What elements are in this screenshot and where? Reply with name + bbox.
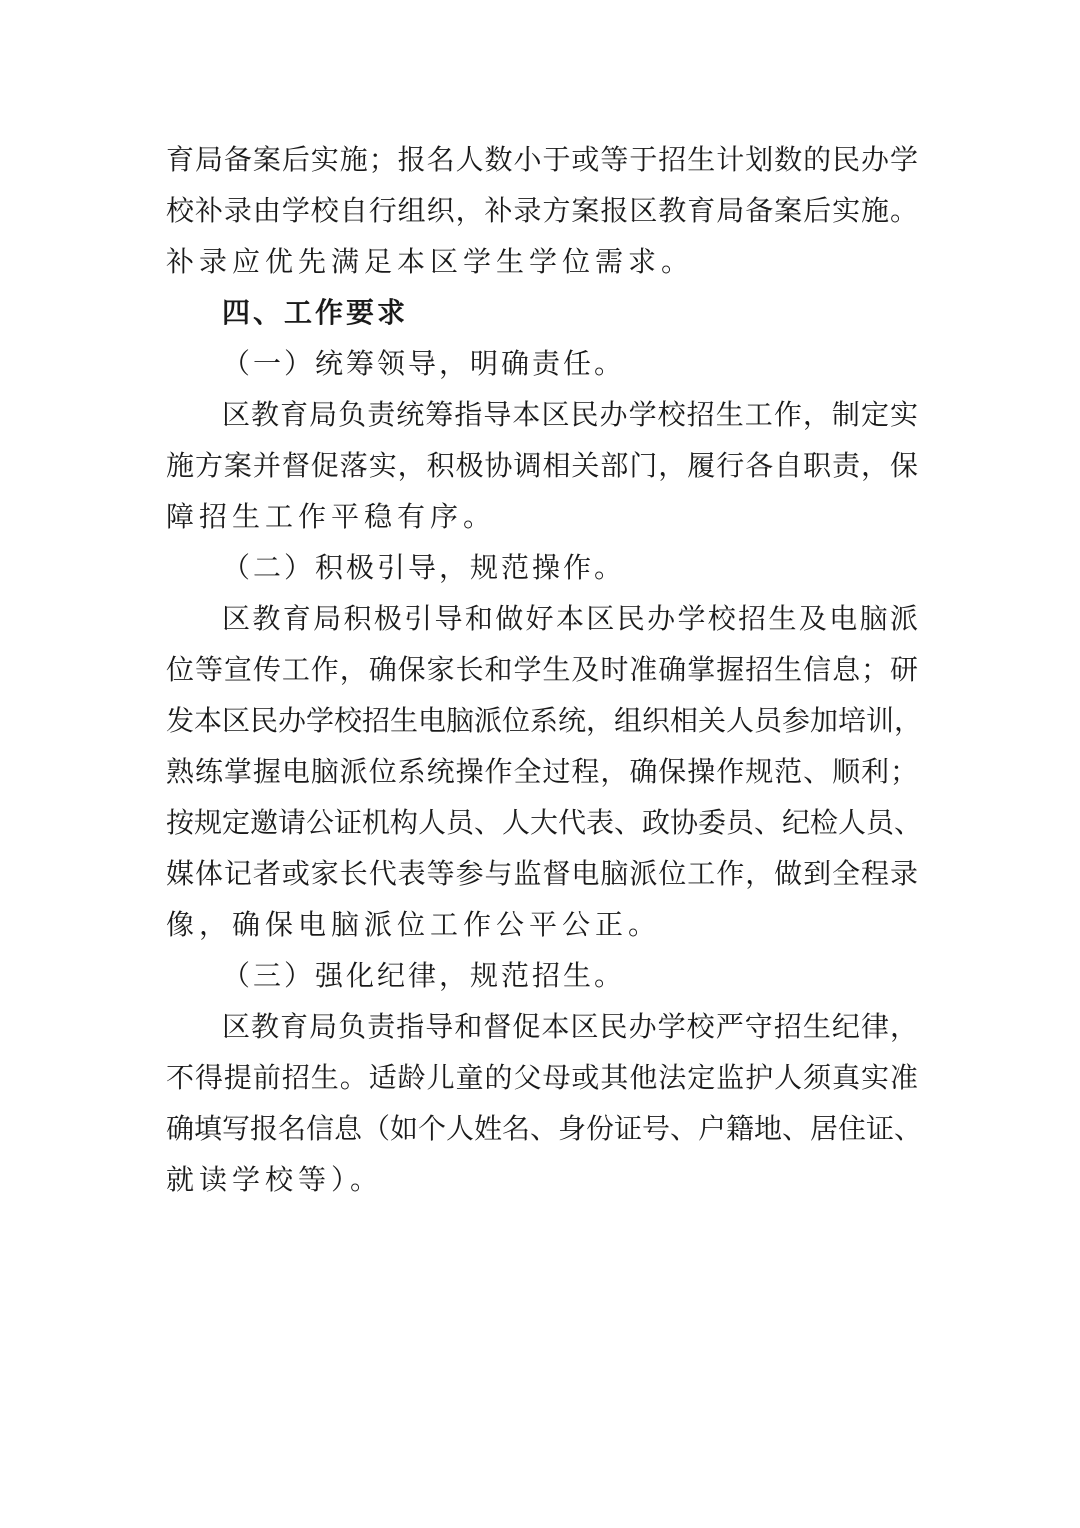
paragraph-line: 区教育局积极引导和做好本区民办学校招生及电脑派	[222, 602, 918, 635]
paragraph-line: 位等宣传工作，确保家长和学生及时准确掌握招生信息；研	[166, 653, 918, 686]
paragraph-line: 媒体记者或家长代表等参与监督电脑派位工作，做到全程录	[166, 857, 918, 890]
paragraph-line: 补录应优先满足本区学生学位需求。	[166, 245, 695, 278]
paragraph-line: 不得提前招生。适龄儿童的父母或其他法定监护人须真实准	[166, 1061, 918, 1094]
paragraph-line: 育局备案后实施；报名人数小于或等于招生计划数的民办学	[166, 143, 918, 176]
subsection-title: （三）强化纪律，规范招生。	[222, 959, 626, 992]
subsection-title: （一）统筹领导，明确责任。	[222, 347, 626, 380]
paragraph-line: 校补录由学校自行组织，补录方案报区教育局备案后实施。	[166, 194, 918, 227]
paragraph-line: 发本区民办学校招生电脑派位系统，组织相关人员参加培训，	[166, 704, 923, 737]
paragraph-line: 熟练掌握电脑派位系统操作全过程，确保操作规范、顺利；	[166, 755, 918, 788]
document-page	[166, 134, 923, 1205]
paragraph-line: 区教育局负责指导和督促本区民办学校严守招生纪律，	[222, 1010, 918, 1043]
paragraph-line: 按规定邀请公证机构人员、人大代表、政协委员、纪检人员、	[166, 806, 923, 839]
paragraph-line: 障招生工作平稳有序。	[166, 500, 497, 533]
section-heading: 四、工作要求	[222, 296, 409, 329]
subsection-title: （二）积极引导，规范操作。	[222, 551, 626, 584]
paragraph-line: 确填写报名信息（如个人姓名、身份证号、户籍地、居住证、	[166, 1112, 923, 1145]
paragraph-line: 就读学校等）。	[166, 1163, 384, 1196]
paragraph-line: 施方案并督促落实，积极协调相关部门，履行各自职责，保	[166, 449, 918, 482]
paragraph-line: 区教育局负责统筹指导本区民办学校招生工作，制定实	[222, 398, 918, 431]
paragraph-line: 像，确保电脑派位工作公平公正。	[166, 908, 662, 941]
